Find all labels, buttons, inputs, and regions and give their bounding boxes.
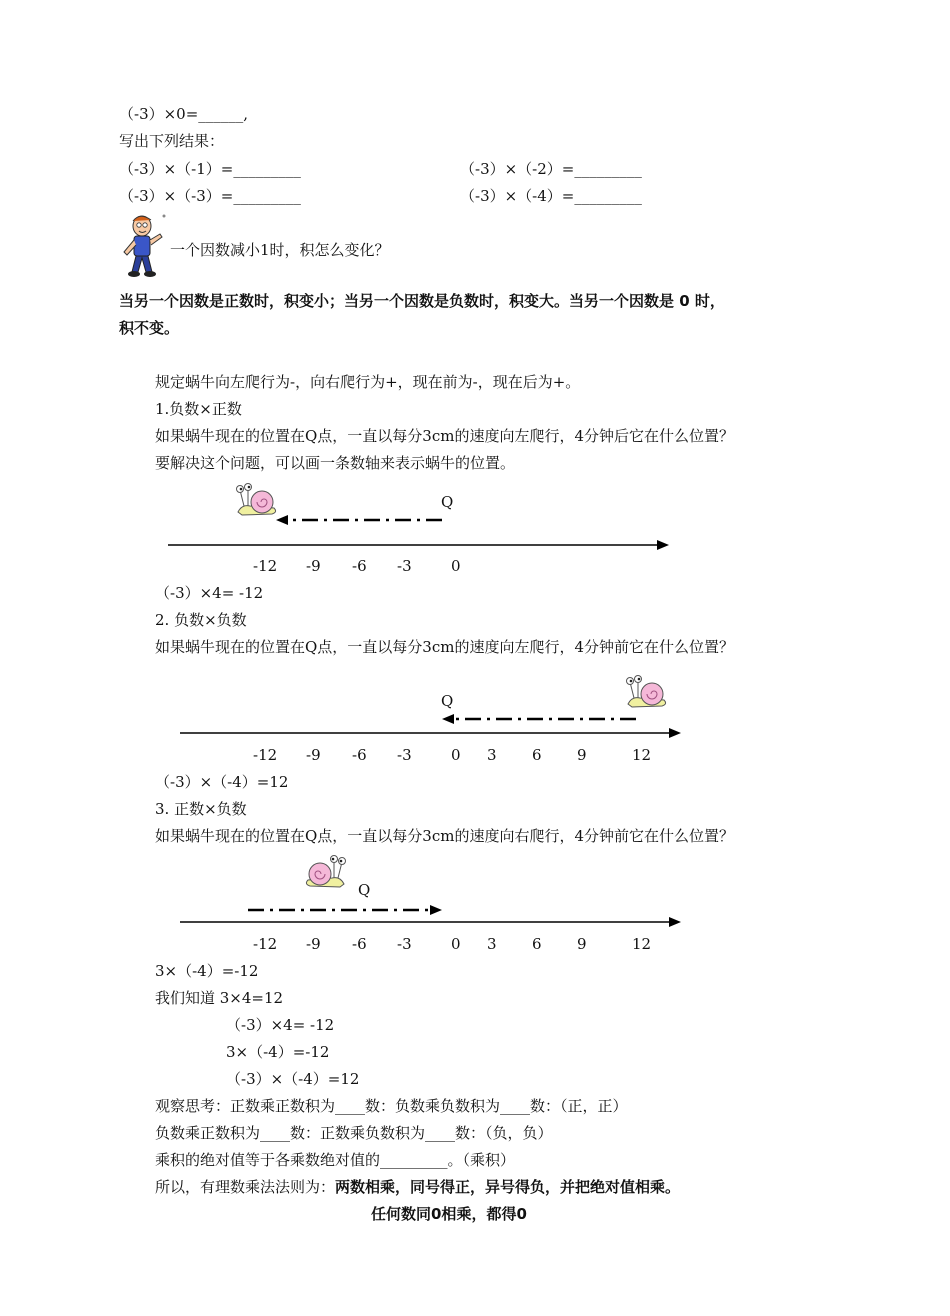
tick-label: 9: [577, 746, 587, 764]
tick-label: 6: [532, 746, 542, 764]
tick-label: 6: [532, 935, 542, 953]
section3-problem: 如果蜗牛现在的位置在Q点，一直以每分3cm的速度向右爬行，4分钟前它在什么位置？: [155, 827, 735, 845]
tick-label: -3: [397, 935, 412, 953]
rule-bold: 两数相乘，同号得正，异号得负，并把绝对值相乘。: [335, 1178, 681, 1196]
snail-icon: [302, 852, 346, 890]
observe-line-3: 乘积的绝对值等于各乘数绝对值的_________。（乘积）: [155, 1151, 516, 1169]
observe-line-1: 观察思考：正数乘正数积为____数：负数乘负数积为____数：（正，正）: [155, 1097, 628, 1115]
number-line-3-arrowhead: [669, 917, 681, 927]
section3-equation: 3×（-4）=-12: [155, 962, 259, 980]
multiplication-rule: [155, 1177, 680, 1197]
tick-label: 0: [451, 935, 461, 953]
tick-label: -6: [352, 557, 367, 575]
exercise-3: （-3）×（-3）=_________: [119, 187, 301, 205]
tick-label: 0: [451, 746, 461, 764]
observe-line-2: 负数乘正数积为____数：正数乘负数积为____数：（负，负）: [155, 1124, 553, 1142]
summary-eq-1: （-3）×4= -12: [226, 1016, 335, 1034]
snail-icon: [236, 480, 280, 518]
exercise-2: （-3）×（-2）=_________: [460, 160, 642, 178]
snail-path-3-arrowhead: [430, 905, 442, 915]
exercise-4: （-3）×（-4）=_________: [460, 187, 642, 205]
exercise-1: （-3）×（-1）=_________: [119, 160, 301, 178]
answer-line-2: 积不变。: [119, 319, 180, 337]
cartoon-boy-icon: [118, 212, 170, 278]
tick-label: 9: [577, 935, 587, 953]
number-line-2-arrowhead: [669, 728, 681, 738]
section1-title: 1.负数×正数: [155, 400, 242, 418]
tick-label: 3: [487, 935, 497, 953]
summary-eq-3: （-3）×（-4）=12: [226, 1070, 360, 1088]
tick-label: -3: [397, 557, 412, 575]
q-label-3: Q: [358, 881, 371, 899]
question-text: 一个因数减小1时，积怎么变化？: [170, 241, 390, 259]
q-label-1: Q: [441, 493, 454, 511]
write-results-label: 写出下列结果：: [119, 132, 225, 150]
summary-eq-2: 3×（-4）=-12: [226, 1043, 330, 1061]
tick-label: 12: [632, 746, 652, 764]
tick-label: -9: [306, 557, 321, 575]
rule-prefix: 所以，有理数乘法法则为：: [155, 1178, 336, 1196]
tick-label: -12: [253, 746, 278, 764]
section3-title: 3. 正数×负数: [155, 800, 247, 818]
direction-rule: 规定蜗牛向左爬行为-，向右爬行为+，现在前为-，现在后为+。: [155, 373, 581, 391]
section2-problem: 如果蜗牛现在的位置在Q点，一直以每分3cm的速度向左爬行，4分钟前它在什么位置？: [155, 638, 735, 656]
section1-problem: 如果蜗牛现在的位置在Q点，一直以每分3cm的速度向左爬行，4分钟后它在什么位置？: [155, 427, 735, 445]
snail-icon: [626, 672, 670, 710]
known-fact: 我们知道 3×4=12: [155, 989, 284, 1007]
number-line-1-arrowhead: [657, 540, 669, 550]
answer-line-1: 当另一个因数是正数时，积变小；当另一个因数是负数时，积变大。当另一个因数是 0 时，: [119, 292, 725, 310]
tick-label: -12: [253, 557, 278, 575]
section1-equation: （-3）×4= -12: [155, 584, 264, 602]
section2-title: 2. 负数×负数: [155, 611, 247, 629]
line-zero: （-3）×0=______,: [119, 105, 249, 123]
snail-path-2-arrowhead: [442, 714, 454, 724]
tick-label: -3: [397, 746, 412, 764]
zero-rule: 任何数同0相乘，都得0: [371, 1205, 527, 1223]
tick-label: 12: [632, 935, 652, 953]
tick-label: -12: [253, 935, 278, 953]
tick-label: 3: [487, 746, 497, 764]
tick-label: -9: [306, 746, 321, 764]
tick-label: -6: [352, 746, 367, 764]
section2-equation: （-3）×（-4）=12: [155, 773, 289, 791]
tick-label: -6: [352, 935, 367, 953]
tick-label: -9: [306, 935, 321, 953]
section1-hint: 要解决这个问题，可以画一条数轴来表示蜗牛的位置。: [155, 454, 516, 472]
q-label-2: Q: [441, 692, 454, 710]
tick-label: 0: [451, 557, 461, 575]
